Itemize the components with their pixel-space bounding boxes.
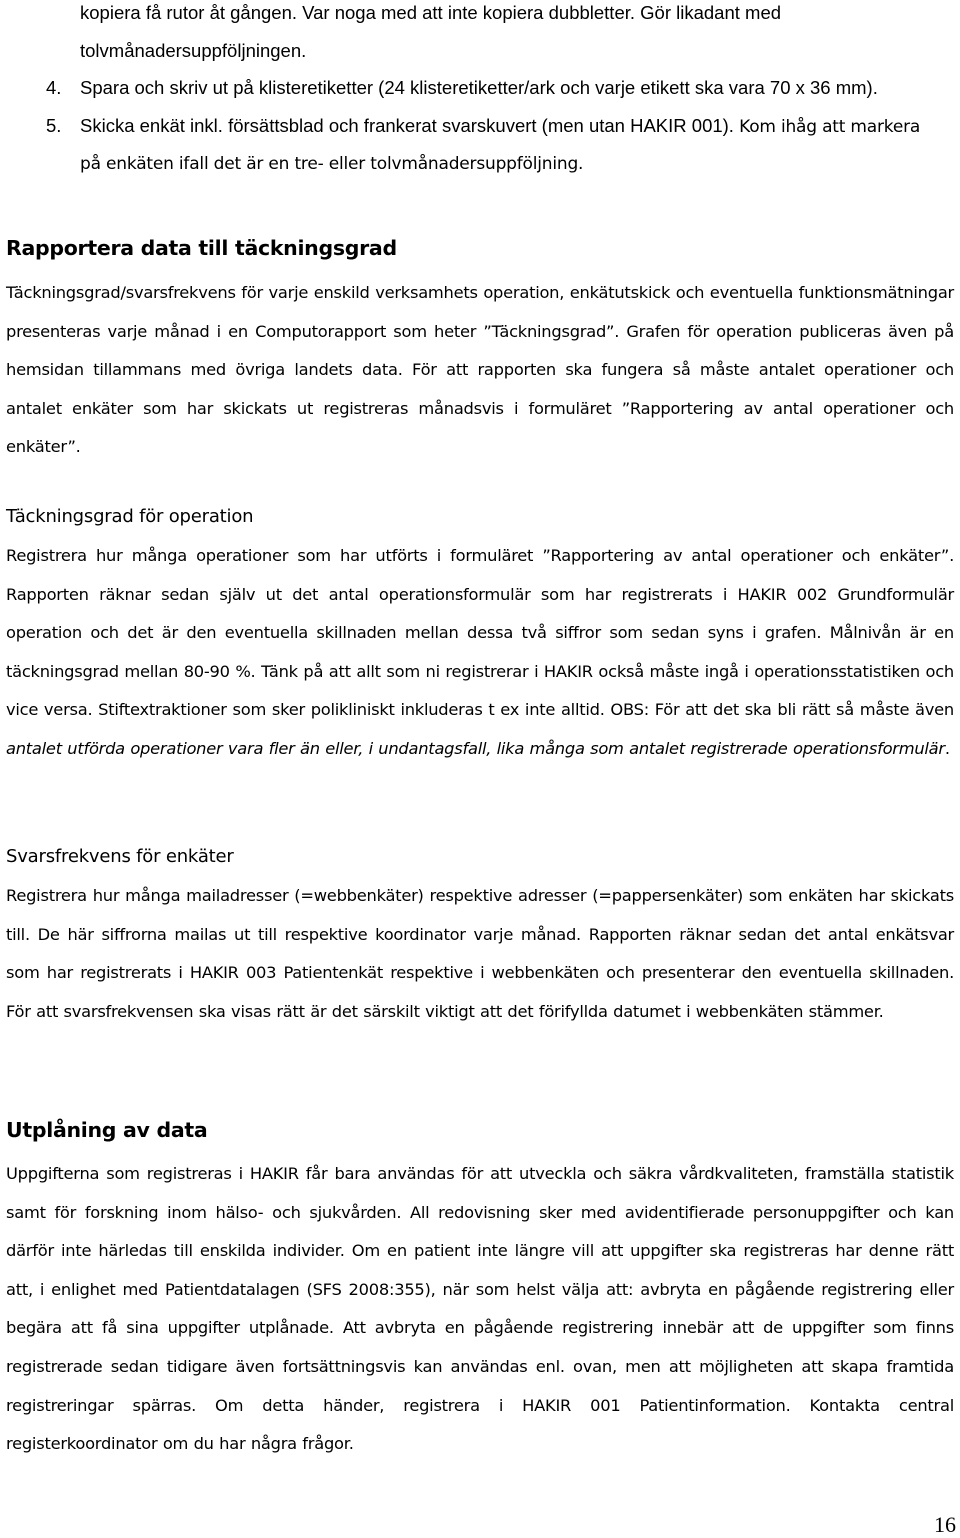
paragraph-text: Registrera hur många operationer som har utförts i formuläret ”Rapportering av antal operationer och enkäter”. Rapporten räknar sedan själv ut det antal operationsformulär som har registrerats i HAKIR 002 Grundformulär operation och det är den eventuella skillnaden mellan dessa två siffror som sedan syns i grafen. Målnivån är en täckningsgrad mellan 80-90 %. Tänk på att allt som ni registrerar i HAKIR också måste ingå i operationsstatistiken och vice versa. Stiftextraktioner som sker polikliniskt inkluderas t ex inte alltid. OBS: För att det ska bli rätt så måste även [6, 546, 954, 720]
document-page [6, 0, 954, 1537]
list-item-4 [46, 69, 954, 107]
paragraph-end: . [944, 738, 950, 758]
paragraph-tackningsgrad-operation [6, 537, 954, 769]
list-number: 4. [46, 77, 62, 98]
paragraph-svarsfrekvens: Registrera hur många mailadresser (=webbenkäter) respektive adresser (=pappersenkäter) som enkäten har skickats till. De här siffrorna mailas ut till respektive koordinator varje månad. Rapporten räknar sedan det antal enkätsvar som har registrerats i HAKIR 003 Patientenkät respektive i webbenkäten och presenterar den eventuella skillnaden. För att svarsfrekvensen ska visas rätt är det särskilt viktigt att det förifyllda datumet i webbenkäten stämmer. [6, 886, 954, 1021]
list-item-5 [46, 107, 954, 147]
list-item-text: Spara och skriv ut på klisteretiketter (24 klisteretiketter/ark och varje etikett ska vara 70 x 36 mm). [80, 77, 878, 98]
paragraph-utplaning: Uppgifterna som registreras i HAKIR får bara användas för att utveckla och säkra vårdkvaliteten, framställa statistik samt för forskning inom hälso- och sjukvården. All redovisning sker med avidentifierade personuppgifter och kan därför inte härledas till enskilda individer. Om en patient inte längre vill att uppgifter ska registreras har denne rätt att, i enlighet med Patientdatalagen (SFS 2008:355), när som helst välja att: avbryta en pågående registrering eller begära att få sina uppgifter utplånade. Att avbryta en pågående registrering innebär att de uppgifter som finns registrerade sedan tidigare även fortsättningsvis kan användas enl. ovan, men att möjligheten att skapa framtida registreringar spärras. Om detta händer, registrera i HAKIR 001 Patientinformation. Kontakta central registerkoordinator om du har några frågor. [6, 1164, 954, 1454]
heading-utplaning: Utplåning av data [6, 1118, 208, 1142]
list-continuation-line-1: kopiera få rutor åt gången. Var noga med att inte kopiera dubbletter. Gör likadant med [80, 2, 782, 23]
heading-rapportera: Rapportera data till täckningsgrad [6, 236, 397, 260]
paragraph-rapportera: Täckningsgrad/svarsfrekvens för varje enskild verksamhets operation, enkätutskick och eventuella funktionsmätningar presenteras varje månad i en Computorapport som heter ”Täckningsgrad”. Grafen för operation publiceras även på hemsidan tillammans med övriga landets data. För att rapporten ska fungera så måste antalet operationer och antalet enkäter som har skickats ut registreras månadsvis i formuläret ”Rapportering av antal operationer och enkäter”. [6, 283, 954, 457]
list-continuation-line-2: tolvmånadersuppföljningen. [80, 39, 307, 61]
list-item-text-note-continued: på enkäten ifall det är en tre- eller tolvmånadersuppföljning. [80, 154, 584, 174]
page-number: 16 [934, 1512, 956, 1537]
list-item-text-note: Kom ihåg att markera [739, 116, 921, 137]
paragraph-italic-text: antalet utförda operationer vara fler än eller, i undantagsfall, lika många som antalet registrerade operationsformulär [6, 738, 945, 758]
list-item-text: Skicka enkät inkl. försättsblad och frankerat svarskuvert (men utan HAKIR 001). [80, 114, 734, 136]
list-number: 5. [46, 114, 62, 136]
instruction-list [46, 0, 954, 184]
heading-tackningsgrad-operation: Täckningsgrad för operation [6, 506, 254, 527]
heading-svarsfrekvens: Svarsfrekvens för enkäter [6, 846, 234, 867]
